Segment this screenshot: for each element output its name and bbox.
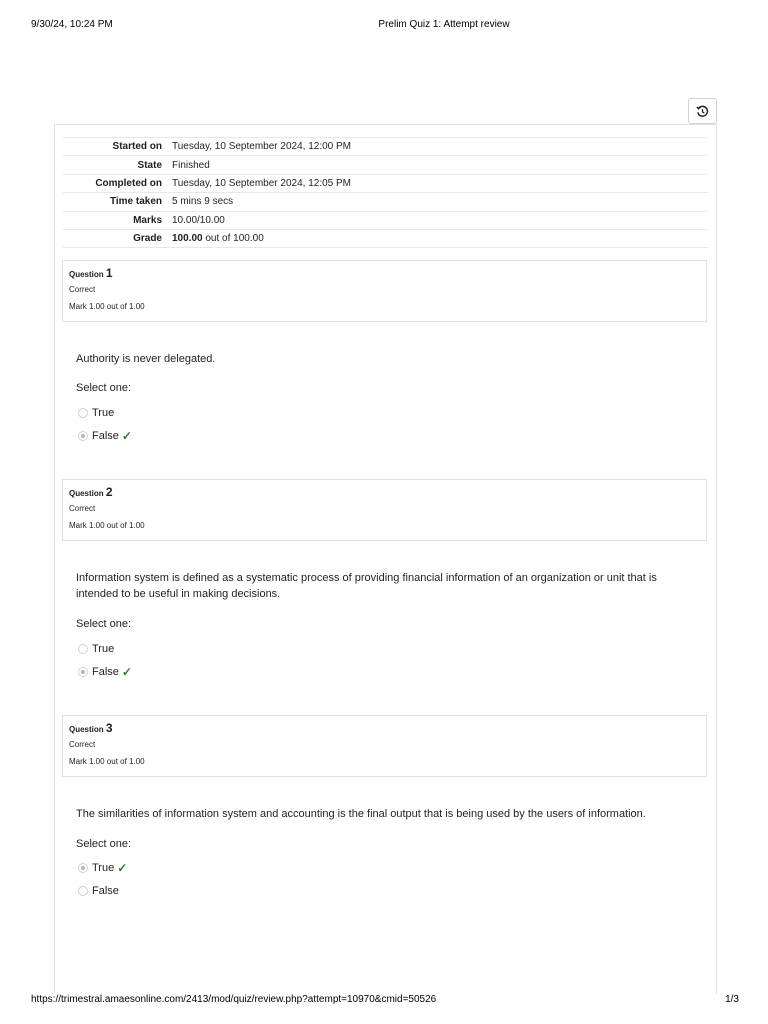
summary-row-state	[63, 156, 708, 174]
content-frame-left	[54, 124, 55, 994]
summary-value: 5 mins 9 secs	[168, 193, 708, 211]
grade-out-of: out of 100.00	[202, 233, 264, 245]
answer-option-true[interactable]	[78, 406, 114, 420]
answer-option-false[interactable]	[78, 429, 132, 443]
question-state: Correct	[69, 285, 96, 294]
attempt-summary-table	[63, 137, 708, 248]
history-button[interactable]	[688, 98, 717, 124]
question-info-1	[62, 260, 707, 322]
answer-label: True	[92, 407, 115, 419]
summary-label: Time taken	[63, 193, 168, 211]
summary-row-marks	[63, 211, 708, 229]
question-state: Correct	[69, 504, 96, 513]
question-info-2	[62, 479, 707, 541]
answer-option-true[interactable]	[78, 642, 114, 656]
print-datetime: 9/30/24, 10:24 PM	[31, 19, 113, 30]
check-icon: ✓	[121, 429, 132, 443]
question-number: Question 3	[69, 721, 113, 735]
question-mark: Mark 1.00 out of 1.00	[69, 757, 145, 766]
select-one-prompt: Select one:	[76, 618, 132, 630]
summary-label: Grade	[63, 229, 168, 247]
print-header	[0, 19, 768, 33]
answer-label: False	[92, 430, 119, 442]
grade-value: 100.00	[172, 233, 203, 245]
radio-button[interactable]	[78, 886, 88, 896]
radio-button-selected[interactable]	[78, 431, 88, 441]
question-text: The similarities of information system and accounting is the final output that is being used by the users of information.	[76, 808, 646, 820]
summary-row-completed	[63, 174, 708, 192]
question-state: Correct	[69, 740, 96, 749]
answer-label: False	[92, 666, 119, 678]
question-mark: Mark 1.00 out of 1.00	[69, 302, 145, 311]
summary-label: Marks	[63, 211, 168, 229]
question-text: Authority is never delegated.	[76, 353, 216, 365]
question-text: Information system is defined as a systematic process of providing financial information of an organization or unit that is intended to be useful in making decisions.	[76, 572, 657, 600]
select-one-prompt: Select one:	[76, 382, 132, 394]
content-frame-top	[54, 124, 717, 125]
page-number: 1/3	[725, 994, 739, 1005]
radio-button[interactable]	[78, 644, 88, 654]
summary-value: Finished	[168, 156, 708, 174]
summary-label: State	[63, 156, 168, 174]
summary-value: Tuesday, 10 September 2024, 12:00 PM	[168, 138, 708, 156]
answer-label: True	[92, 643, 115, 655]
answer-option-false[interactable]	[78, 884, 119, 898]
summary-label: Completed on	[63, 174, 168, 192]
check-icon: ✓	[121, 665, 132, 679]
question-number: Question 1	[69, 266, 113, 280]
summary-value: 10.00/10.00	[168, 211, 708, 229]
question-mark: Mark 1.00 out of 1.00	[69, 521, 145, 530]
radio-button[interactable]	[78, 408, 88, 418]
select-one-prompt: Select one:	[76, 838, 132, 850]
question-number: Question 2	[69, 485, 113, 499]
summary-row-grade	[63, 229, 708, 247]
check-icon: ✓	[117, 861, 128, 875]
summary-value	[168, 229, 708, 247]
answer-label: False	[92, 885, 119, 897]
answer-option-false[interactable]	[78, 665, 132, 679]
history-icon	[696, 105, 709, 118]
summary-row-time-taken	[63, 193, 708, 211]
question-info-3	[62, 715, 707, 777]
print-page-title: Prelim Quiz 1: Attempt review	[378, 19, 510, 30]
radio-button-selected[interactable]	[78, 863, 88, 873]
summary-label: Started on	[63, 138, 168, 156]
summary-value: Tuesday, 10 September 2024, 12:05 PM	[168, 174, 708, 192]
page-url: https://trimestral.amaesonline.com/2413/mod/quiz/review.php?attempt=10970&cmid=50526	[31, 994, 437, 1005]
summary-row-started	[63, 138, 708, 156]
answer-label: True	[92, 862, 115, 874]
answer-option-true[interactable]	[78, 861, 127, 875]
print-footer	[0, 994, 768, 1008]
radio-button-selected[interactable]	[78, 667, 88, 677]
content-frame-right	[716, 124, 717, 994]
